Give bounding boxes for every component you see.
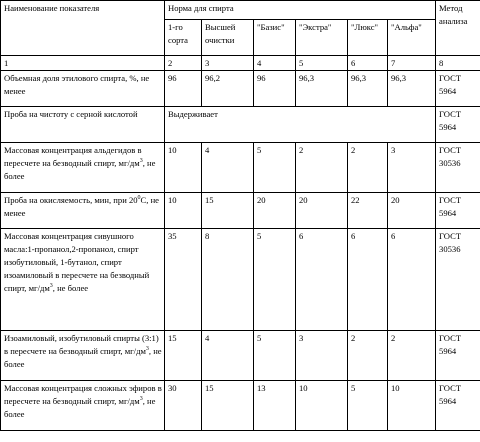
cell-value: 15 <box>165 331 202 381</box>
table-row <box>1 229 480 331</box>
table-row <box>1 381 480 431</box>
table-row <box>1 193 480 229</box>
cell-value: 2 <box>348 143 388 193</box>
cell-value: 2 <box>348 331 388 381</box>
cell-value: 3 <box>296 331 348 381</box>
cell-value: 6 <box>348 229 388 331</box>
cell-value: 96 <box>165 71 202 107</box>
header-grade-3: "Базис" <box>254 20 296 56</box>
row-indicator-name: Массовая концентрация сивушного масла:1-пропанол,2-пропанол, спирт изобутиловый, 1-бутанол, спирт изоамиловый в пересчете на безводный спирт, $мг/дм^3$, не более <box>1 229 165 331</box>
cell-value: 20 <box>296 193 348 229</box>
header-name-column: Наименование показателя <box>1 1 165 56</box>
header-grade-2: Высшей очистки <box>202 20 254 56</box>
column-number: 2 <box>165 56 202 71</box>
cell-value: 2 <box>388 331 436 381</box>
header-grade-1: 1-го сорта <box>165 20 202 56</box>
table-row <box>1 71 480 107</box>
table-row <box>1 143 480 193</box>
cell-value: 5 <box>254 229 296 331</box>
cell-value: 10 <box>388 381 436 431</box>
header-grade-4: "Экстра" <box>296 20 348 56</box>
cell-value: 10 <box>165 143 202 193</box>
cell-value: 30 <box>165 381 202 431</box>
cell-value: 5 <box>348 381 388 431</box>
row-indicator-name: Проба на чистоту с серной кислотой <box>1 107 165 143</box>
column-number: 1 <box>1 56 165 71</box>
cell-value: 5 <box>254 143 296 193</box>
cell-value: 6 <box>296 229 348 331</box>
column-number: 8 <box>436 56 480 71</box>
cell-value: 8 <box>202 229 254 331</box>
column-number: 3 <box>202 56 254 71</box>
cell-value: 15 <box>202 193 254 229</box>
cell-value: 96,3 <box>296 71 348 107</box>
cell-value: 6 <box>388 229 436 331</box>
cell-value: 13 <box>254 381 296 431</box>
cell-value: 20 <box>254 193 296 229</box>
row-indicator-name: Объемная доля этилового спирта, %, не менее <box>1 71 165 107</box>
column-number: 7 <box>388 56 436 71</box>
cell-method: ГОСТ 5964 <box>436 331 480 381</box>
header-method-column: Метод анализа <box>436 1 480 56</box>
cell-method: ГОСТ 5964 <box>436 71 480 107</box>
cell-value: 2 <box>296 143 348 193</box>
cell-value: 10 <box>296 381 348 431</box>
cell-value: 35 <box>165 229 202 331</box>
column-number: 4 <box>254 56 296 71</box>
cell-value: 4 <box>202 143 254 193</box>
cell-value: 20 <box>388 193 436 229</box>
header-norm-group: Норма для спирта <box>165 1 436 20</box>
row-indicator-name: Изоамиловый, изобутиловый спирты (3:1) в пересчете на безводный спирт, $мг/дм^3$, не более <box>1 331 165 381</box>
cell-method: ГОСТ 5964 <box>436 107 480 143</box>
cell-method: ГОСТ 5964 <box>436 193 480 229</box>
column-number: 6 <box>348 56 388 71</box>
header-grade-6: "Альфа" <box>388 20 436 56</box>
table-row <box>1 331 480 381</box>
cell-merged-value: Выдерживает <box>165 107 436 143</box>
column-number-row <box>1 56 480 71</box>
cell-value: 96,2 <box>202 71 254 107</box>
cell-value: 96,3 <box>388 71 436 107</box>
cell-value: 3 <box>388 143 436 193</box>
cell-value: 5 <box>254 331 296 381</box>
cell-method: ГОСТ 30536 <box>436 143 480 193</box>
cell-value: 96,3 <box>348 71 388 107</box>
row-indicator-name: Массовая концентрация сложных эфиров в пересчете на безводный спирт, $мг/дм^3$, не более <box>1 381 165 431</box>
column-number: 5 <box>296 56 348 71</box>
row-indicator-name: Проба на окисляемость, мин, при $20^0С$, не менее <box>1 193 165 229</box>
cell-value: 96 <box>254 71 296 107</box>
row-indicator-name: Массовая концентрация альдегидов в пересчете на безводный спирт, $мг/дм^3$, не более <box>1 143 165 193</box>
cell-value: 10 <box>165 193 202 229</box>
table-row <box>1 107 480 143</box>
cell-value: 22 <box>348 193 388 229</box>
cell-method: ГОСТ 30536 <box>436 229 480 331</box>
cell-value: 4 <box>202 331 254 381</box>
cell-value: 15 <box>202 381 254 431</box>
cell-method: ГОСТ 5964 <box>436 381 480 431</box>
header-grade-5: "Люкс" <box>348 20 388 56</box>
